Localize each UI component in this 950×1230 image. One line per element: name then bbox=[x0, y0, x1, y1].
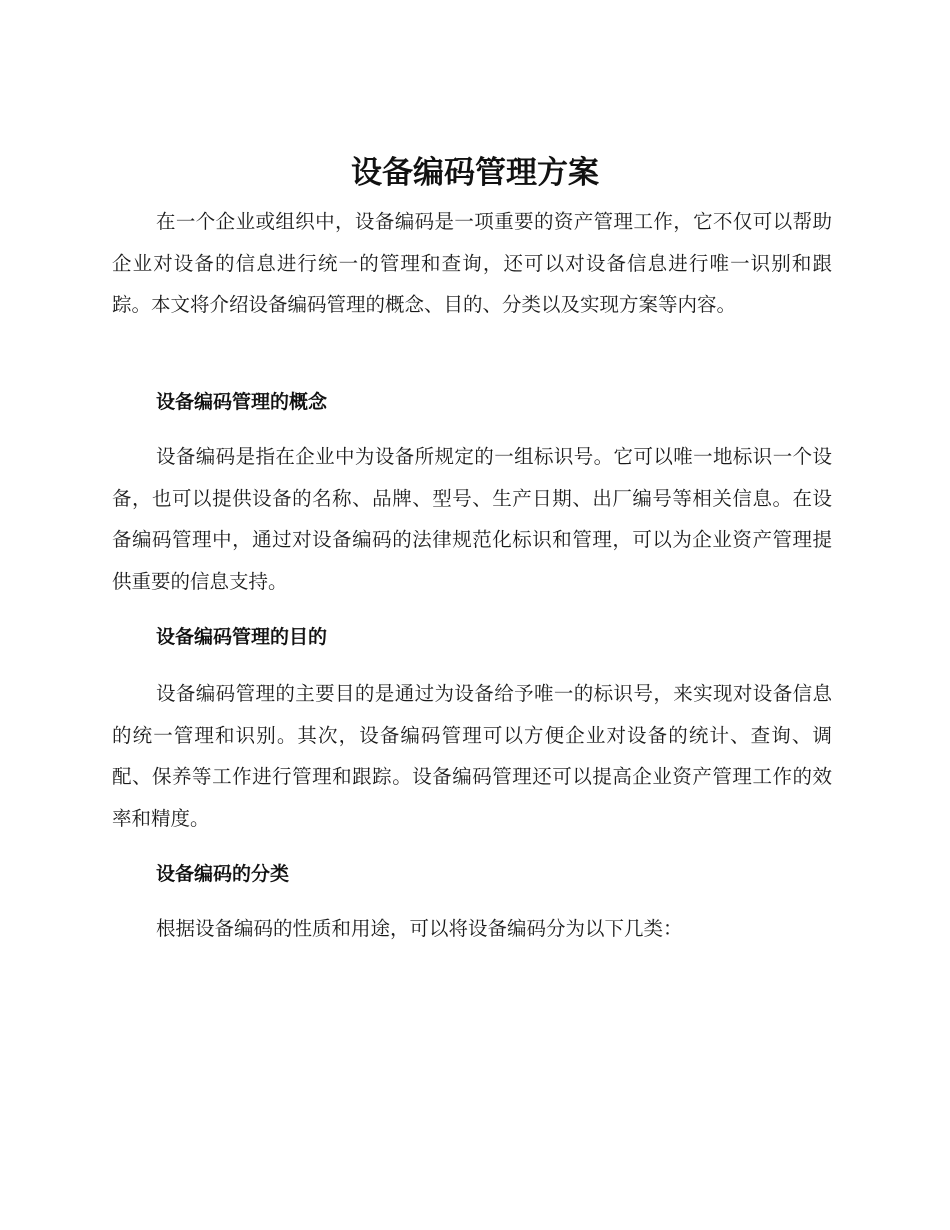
section-heading-concept: 设备编码管理的概念 bbox=[156, 391, 328, 413]
intro-paragraph: 在一个企业或组织中，设备编码是一项重要的资产管理工作，它不仅可以帮助企业对设备的信息进行统一的管理和查询，还可以对设备信息进行唯一识别和跟踪。本文将介绍设备编码管理的概念、目的、分类以及实现方案等内容。 bbox=[112, 210, 832, 317]
section-heading-classification: 设备编码的分类 bbox=[156, 863, 290, 885]
section-paragraph-concept: 设备编码是指在企业中为设备所规定的一组标识号。它可以唯一地标识一个设备，也可以提供设备的名称、品牌、型号、生产日期、出厂编号等相关信息。在设备编码管理中，通过对设备编码的法律规范化标识和管理，可以为企业资产管理提供重要的信息支持。 bbox=[112, 445, 832, 594]
section-heading-purpose: 设备编码管理的目的 bbox=[156, 626, 328, 648]
document-title: 设备编码管理方案 bbox=[351, 155, 599, 191]
section-paragraph-purpose: 设备编码管理的主要目的是通过为设备给予唯一的标识号，来实现对设备信息的统一管理和识别。其次，设备编码管理可以方便企业对设备的统计、查询、调配、保养等工作进行管理和跟踪。设备编码管理还可以提高企业资产管理工作的效率和精度。 bbox=[112, 682, 832, 831]
section-paragraph-classification: 根据设备编码的性质和用途，可以将设备编码分为以下几类： bbox=[156, 917, 683, 940]
